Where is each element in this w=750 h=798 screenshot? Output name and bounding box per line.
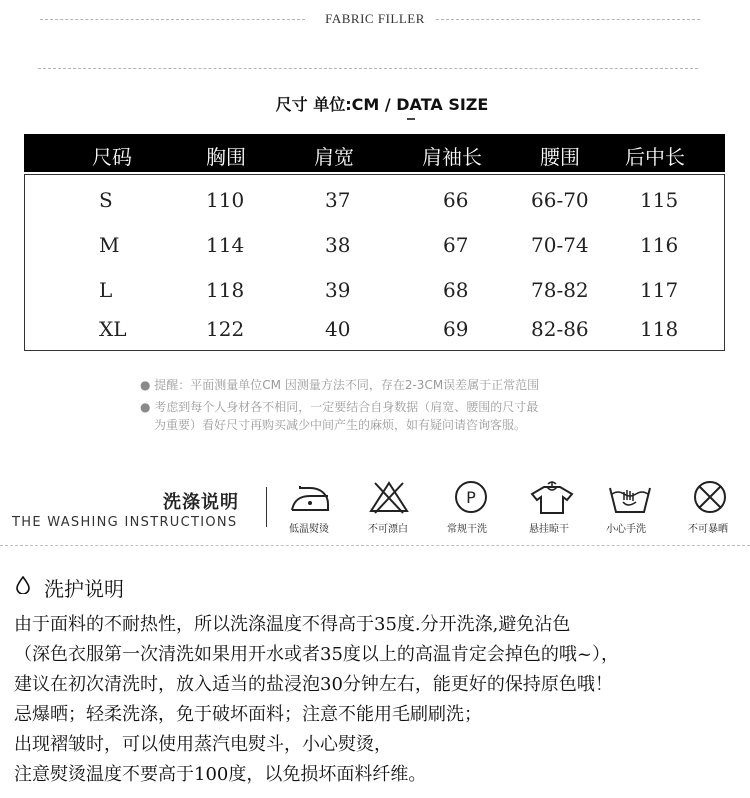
column-header-shoulder: 肩宽: [314, 145, 354, 169]
icon-label-bleach: 不可漂白: [368, 524, 408, 535]
note-text-1: 提醒：平面测量单位CM 因测量方法不同，存在2-3CM误差属于正常范围: [154, 378, 540, 392]
care-line-3: 建议在初次清洗时，放入适当的盐浸泡30分钟左右，能更好的保持原色哦！: [14, 674, 613, 695]
column-header-chest: 胸围: [206, 145, 246, 169]
cell-sleeve: 66: [443, 188, 469, 212]
size-table-header: [24, 134, 725, 172]
column-header-back-length: 后中长: [625, 145, 685, 169]
iron-low-temp-icon: [280, 480, 340, 514]
cell-size: M: [99, 233, 120, 257]
size-chart-title: 尺寸 单位:CM / DATA SIZE: [275, 95, 489, 114]
cell-back-length: 116: [640, 233, 679, 257]
cell-size: S: [99, 188, 113, 212]
bullet-icon: ●: [140, 378, 155, 392]
header-title: FABRIC FILLER: [325, 11, 425, 26]
cell-waist: 66-70: [531, 188, 589, 212]
column-header-waist: 腰围: [540, 145, 580, 169]
cell-size: L: [99, 278, 113, 302]
cell-waist: 78-82: [531, 278, 589, 302]
hand-wash-icon: [600, 480, 660, 514]
cell-waist: 82-86: [531, 317, 589, 341]
cell-sleeve: 69: [443, 317, 469, 341]
care-line-5: 出现褶皱时，可以使用蒸汽电熨斗，小心熨烫，: [14, 734, 392, 755]
cell-back-length: 115: [640, 188, 679, 212]
no-tumble-dry-icon: [680, 480, 740, 514]
cell-shoulder: 40: [325, 317, 351, 341]
bullet-icon: ●: [140, 400, 155, 414]
cell-shoulder: 38: [325, 233, 351, 257]
cell-sleeve: 67: [443, 233, 469, 257]
cell-chest: 110: [206, 188, 245, 212]
care-line-1: 由于面料的不耐热性，所以洗涤温度不得高于35度.分开洗涤,避免沾色: [14, 614, 571, 635]
icon-label-hang: 悬挂晾干: [529, 524, 569, 535]
note-line-1: [140, 376, 539, 393]
cell-back-length: 118: [640, 317, 679, 341]
care-title: 洗护说明: [44, 577, 124, 601]
no-bleach-icon: [359, 480, 419, 514]
washing-divider: [266, 487, 267, 527]
section-separator: [0, 545, 750, 546]
icon-label-hand-wash: 小心手洗: [606, 524, 646, 535]
washing-title-en: THE WASHING INSTRUCTIONS: [12, 515, 238, 530]
care-line-2: （深色衣服第一次清洗如果用开水或者35度以上的高温肯定会掉色的哦~），: [14, 644, 619, 665]
column-header-size: 尺码: [92, 145, 132, 169]
note-line-3: 为重要）看好尺寸再购买减少中间产生的麻烦，如有疑问请咨询客服。: [154, 418, 527, 432]
washing-title-cn: 洗涤说明: [163, 492, 239, 513]
header-dash-bottom: [38, 68, 698, 69]
cell-waist: 70-74: [531, 233, 589, 257]
cell-shoulder: 37: [325, 188, 351, 212]
cell-chest: 122: [206, 317, 245, 341]
hang-dry-icon: [522, 480, 582, 514]
icon-label-dry-clean: 常规干洗: [447, 524, 487, 535]
cell-size: XL: [99, 317, 127, 341]
header-dash-right: [436, 19, 700, 20]
dry-clean-p-icon: [441, 480, 501, 514]
title-underline-mark: [407, 118, 415, 120]
cell-sleeve: 68: [443, 278, 469, 302]
cell-chest: 114: [206, 233, 245, 257]
cell-shoulder: 39: [325, 278, 351, 302]
icon-label-iron: 低温熨烫: [289, 524, 329, 535]
cell-chest: 118: [206, 278, 245, 302]
svg-text:P: P: [466, 488, 476, 507]
icon-label-no-sun: 不可暴晒: [688, 524, 728, 535]
water-drop-icon: [16, 576, 30, 594]
care-line-4: 忌爆晒；轻柔洗涤，免于破坏面料；注意不能用毛刷刷洗；: [14, 704, 482, 725]
note-line-2: [140, 398, 538, 415]
cell-back-length: 117: [640, 278, 679, 302]
note-text-2: 考虑到每个人身材各不相同，一定要结合自身数据（肩宽、腰围的尺寸最: [154, 400, 539, 414]
care-line-6: 注意熨烫温度不要高于100度，以免损坏面料纤维。: [14, 764, 427, 785]
size-table-body: [24, 174, 725, 351]
column-header-sleeve: 肩袖长: [422, 145, 482, 169]
